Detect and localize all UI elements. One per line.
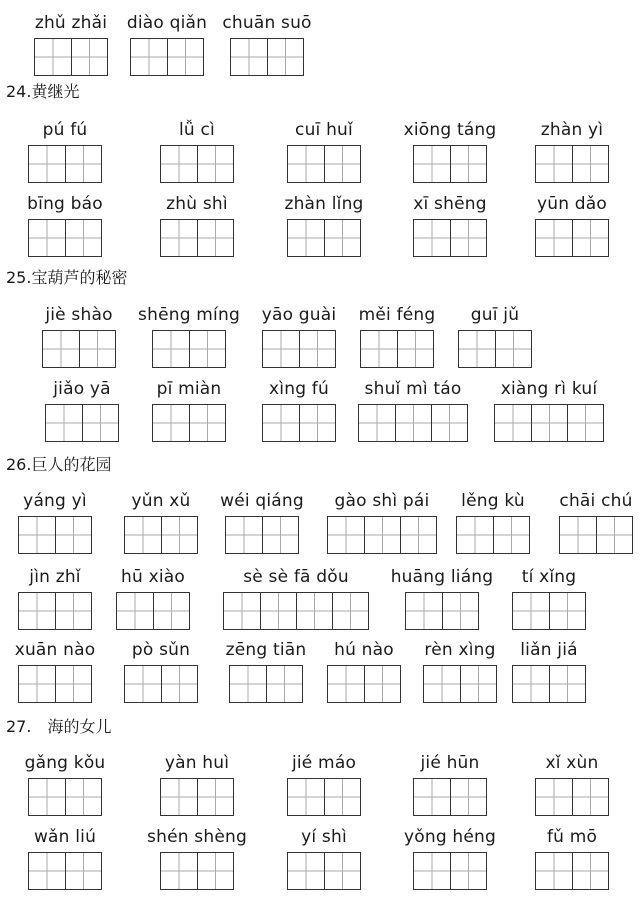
word-item	[287, 120, 361, 183]
writing-cell[interactable]	[299, 331, 335, 367]
pinyin-label: gào shì pái	[334, 491, 430, 511]
word-item	[14, 640, 96, 703]
writing-cell[interactable]	[364, 517, 400, 553]
word-item	[535, 194, 609, 257]
writing-cell[interactable]	[395, 405, 431, 441]
writing-cell[interactable]	[19, 666, 55, 702]
pinyin-label: měi féng	[358, 305, 436, 325]
writing-cell[interactable]	[71, 39, 107, 75]
pinyin-label: wéi qiáng	[220, 491, 304, 511]
word-item	[287, 827, 361, 890]
writing-cell[interactable]	[332, 593, 368, 629]
tianzige-boxes	[327, 665, 401, 703]
pinyin-label: chāi chú	[559, 491, 633, 511]
pinyin-label: yūn dǎo	[536, 194, 608, 214]
writing-cell[interactable]	[55, 593, 91, 629]
pinyin-label: gǎng kǒu	[24, 753, 106, 773]
writing-cell[interactable]	[560, 517, 596, 553]
pinyin-label: cuī huǐ	[295, 120, 353, 140]
word-item	[222, 13, 312, 76]
word-item	[494, 379, 604, 442]
writing-cell[interactable]	[513, 666, 549, 702]
tianzige-boxes	[152, 330, 226, 368]
writing-cell[interactable]	[226, 517, 262, 553]
tianzige-boxes	[152, 404, 226, 442]
pinyin-label: rèn xìng	[424, 640, 496, 660]
writing-cell[interactable]	[536, 779, 572, 815]
pinyin-label: fǔ mō	[546, 827, 598, 847]
pinyin-label: pú fú	[42, 120, 88, 140]
writing-cell[interactable]	[414, 220, 450, 256]
writing-cell[interactable]	[536, 853, 572, 889]
tianzige-boxes	[287, 145, 361, 183]
pinyin-label: jiè shào	[45, 305, 113, 325]
writing-cell[interactable]	[450, 853, 486, 889]
tianzige-boxes	[535, 145, 609, 183]
writing-cell[interactable]	[324, 853, 360, 889]
writing-cell[interactable]	[161, 146, 197, 182]
writing-cell[interactable]	[35, 39, 71, 75]
word-item	[358, 379, 468, 442]
pinyin-label: guī jǔ	[470, 305, 520, 325]
writing-cell[interactable]	[267, 39, 303, 75]
pinyin-label: tí xǐng	[521, 567, 577, 587]
word-item	[223, 567, 369, 630]
writing-cell[interactable]	[450, 779, 486, 815]
writing-cell[interactable]	[288, 779, 324, 815]
tianzige-boxes	[160, 145, 234, 183]
writing-cell[interactable]	[161, 220, 197, 256]
word-item	[18, 491, 92, 554]
word-item	[160, 753, 234, 816]
tianzige-boxes	[512, 665, 586, 703]
writing-cell[interactable]	[167, 39, 203, 75]
pinyin-label: zhàn lǐng	[284, 194, 364, 214]
pinyin-label: yǔn xǔ	[131, 491, 191, 511]
writing-cell[interactable]	[125, 666, 161, 702]
writing-cell[interactable]	[457, 517, 493, 553]
pinyin-label: jiǎo yā	[53, 379, 111, 399]
tianzige-boxes	[160, 778, 234, 816]
word-item	[28, 120, 102, 183]
pinyin-label: jié hūn	[420, 753, 480, 773]
writing-cell[interactable]	[29, 779, 65, 815]
word-item	[220, 491, 304, 554]
pinyin-label: jié máo	[291, 753, 357, 773]
section-title: 27. 海的女儿	[6, 717, 112, 736]
tianzige-boxes	[18, 516, 92, 554]
pinyin-label: zhǔ zhǎi	[34, 13, 108, 33]
writing-cell[interactable]	[397, 331, 433, 367]
pinyin-label: shén shèng	[147, 827, 247, 847]
pinyin-label: sè sè fā dǒu	[243, 567, 349, 587]
word-item	[535, 827, 609, 890]
pinyin-label: yáng yì	[23, 491, 87, 511]
tianzige-boxes	[327, 516, 437, 554]
pinyin-label: xǐ xùn	[545, 753, 599, 773]
word-item	[456, 491, 530, 554]
writing-cell[interactable]	[153, 405, 189, 441]
word-item	[152, 379, 226, 442]
writing-cell[interactable]	[414, 779, 450, 815]
pinyin-label: chuān suō	[222, 13, 312, 33]
writing-cell[interactable]	[324, 779, 360, 815]
word-item	[124, 640, 198, 703]
pinyin-label: lǚ cì	[179, 120, 215, 140]
tianzige-boxes	[28, 219, 102, 257]
word-item	[116, 567, 190, 630]
writing-cell[interactable]	[549, 593, 585, 629]
writing-cell[interactable]	[230, 666, 266, 702]
word-item	[559, 491, 633, 554]
writing-cell[interactable]	[197, 146, 233, 182]
tianzige-boxes	[18, 665, 92, 703]
writing-cell[interactable]	[460, 666, 496, 702]
writing-cell[interactable]	[567, 405, 603, 441]
writing-cell[interactable]	[513, 593, 549, 629]
writing-cell[interactable]	[153, 331, 189, 367]
word-item	[261, 305, 337, 368]
word-item	[403, 827, 497, 890]
word-item	[18, 567, 92, 630]
writing-cell[interactable]	[65, 779, 101, 815]
pinyin-label: hú nào	[334, 640, 394, 660]
pinyin-label: zhàn yì	[540, 120, 604, 140]
tianzige-boxes	[413, 778, 487, 816]
writing-cell[interactable]	[29, 220, 65, 256]
pinyin-label: zēng tiān	[225, 640, 307, 660]
writing-cell[interactable]	[224, 593, 260, 629]
word-item	[262, 379, 336, 442]
tianzige-boxes	[287, 852, 361, 890]
writing-cell[interactable]	[299, 405, 335, 441]
writing-cell[interactable]	[288, 220, 324, 256]
writing-cell[interactable]	[231, 39, 267, 75]
tianzige-boxes	[28, 145, 102, 183]
tianzige-boxes	[287, 219, 361, 257]
writing-cell[interactable]	[161, 853, 197, 889]
writing-cell[interactable]	[493, 517, 529, 553]
tianzige-boxes	[559, 516, 633, 554]
pinyin-label: pī miàn	[156, 379, 222, 399]
tianzige-boxes	[494, 404, 604, 442]
writing-cell[interactable]	[161, 517, 197, 553]
word-item	[147, 827, 247, 890]
tianzige-boxes	[225, 516, 299, 554]
writing-cell[interactable]	[161, 779, 197, 815]
tianzige-boxes	[535, 778, 609, 816]
pinyin-label: diào qiǎn	[126, 13, 208, 33]
word-item	[413, 753, 487, 816]
pinyin-label: pò sǔn	[131, 640, 191, 660]
pinyin-label: yàn huì	[164, 753, 230, 773]
writing-cell[interactable]	[328, 517, 364, 553]
pinyin-label: zhù shì	[166, 194, 228, 214]
word-item	[423, 640, 497, 703]
word-item	[28, 827, 102, 890]
word-item	[390, 567, 494, 630]
writing-cell[interactable]	[79, 331, 115, 367]
writing-cell[interactable]	[400, 517, 436, 553]
writing-cell[interactable]	[65, 220, 101, 256]
pinyin-label: huāng liáng	[390, 567, 494, 587]
writing-cell[interactable]	[359, 405, 395, 441]
word-item	[126, 13, 208, 76]
word-item	[284, 194, 364, 257]
tianzige-boxes	[262, 330, 336, 368]
writing-cell[interactable]	[82, 405, 118, 441]
writing-cell[interactable]	[263, 405, 299, 441]
tianzige-boxes	[405, 592, 479, 630]
pinyin-label: yǒng héng	[403, 827, 497, 847]
tianzige-boxes	[229, 665, 303, 703]
writing-cell[interactable]	[328, 666, 364, 702]
word-item	[45, 379, 119, 442]
writing-cell[interactable]	[495, 331, 531, 367]
writing-cell[interactable]	[131, 39, 167, 75]
writing-cell[interactable]	[288, 853, 324, 889]
word-item	[160, 194, 234, 257]
tianzige-boxes	[423, 665, 497, 703]
word-item	[287, 753, 361, 816]
writing-cell[interactable]	[450, 220, 486, 256]
tianzige-boxes	[230, 38, 304, 76]
pinyin-label: yí shì	[301, 827, 347, 847]
writing-cell[interactable]	[495, 405, 531, 441]
tianzige-boxes	[42, 330, 116, 368]
pinyin-label: shuǐ mì táo	[364, 379, 462, 399]
writing-cell[interactable]	[189, 405, 225, 441]
writing-cell[interactable]	[324, 146, 360, 182]
pinyin-label: wǎn liú	[33, 827, 97, 847]
writing-cell[interactable]	[572, 779, 608, 815]
writing-cell[interactable]	[29, 853, 65, 889]
writing-cell[interactable]	[29, 146, 65, 182]
writing-cell[interactable]	[596, 517, 632, 553]
writing-cell[interactable]	[153, 593, 189, 629]
writing-cell[interactable]	[19, 593, 55, 629]
tianzige-boxes	[413, 145, 487, 183]
tianzige-boxes	[130, 38, 204, 76]
tianzige-boxes	[45, 404, 119, 442]
pinyin-label: lěng kù	[461, 491, 525, 511]
writing-cell[interactable]	[531, 405, 567, 441]
section-title: 24.黄继光	[6, 82, 80, 101]
writing-cell[interactable]	[117, 593, 153, 629]
pinyin-label: liǎn jiá	[520, 640, 578, 660]
word-item	[225, 640, 307, 703]
tianzige-boxes	[34, 38, 108, 76]
word-item	[138, 305, 240, 368]
writing-cell[interactable]	[161, 666, 197, 702]
tianzige-boxes	[28, 778, 102, 816]
tianzige-boxes	[360, 330, 434, 368]
writing-cell[interactable]	[296, 593, 332, 629]
tianzige-boxes	[262, 404, 336, 442]
tianzige-boxes	[456, 516, 530, 554]
tianzige-boxes	[535, 219, 609, 257]
pinyin-label: bīng báo	[27, 194, 103, 214]
tianzige-boxes	[287, 778, 361, 816]
writing-cell[interactable]	[324, 220, 360, 256]
pinyin-label: jìn zhǐ	[29, 567, 81, 587]
writing-cell[interactable]	[260, 593, 296, 629]
word-item	[358, 305, 436, 368]
tianzige-boxes	[413, 219, 487, 257]
word-item	[27, 194, 103, 257]
tianzige-boxes	[458, 330, 532, 368]
writing-cell[interactable]	[549, 666, 585, 702]
writing-cell[interactable]	[46, 405, 82, 441]
section-title: 26.巨人的花园	[6, 455, 112, 474]
writing-cell[interactable]	[189, 331, 225, 367]
tianzige-boxes	[358, 404, 468, 442]
word-item	[403, 120, 497, 183]
writing-cell[interactable]	[364, 666, 400, 702]
writing-cell[interactable]	[125, 517, 161, 553]
pinyin-label: xìng fú	[269, 379, 329, 399]
writing-cell[interactable]	[442, 593, 478, 629]
writing-cell[interactable]	[361, 331, 397, 367]
writing-cell[interactable]	[414, 853, 450, 889]
tianzige-boxes	[413, 852, 487, 890]
writing-cell[interactable]	[65, 146, 101, 182]
word-item	[535, 120, 609, 183]
writing-cell[interactable]	[536, 146, 572, 182]
tianzige-boxes	[512, 592, 586, 630]
pinyin-label: yāo guài	[261, 305, 337, 325]
writing-cell[interactable]	[263, 331, 299, 367]
writing-cell[interactable]	[536, 220, 572, 256]
writing-cell[interactable]	[43, 331, 79, 367]
word-item	[34, 13, 108, 76]
pinyin-label: hū xiào	[121, 567, 185, 587]
writing-cell[interactable]	[197, 220, 233, 256]
tianzige-boxes	[160, 219, 234, 257]
writing-cell[interactable]	[414, 146, 450, 182]
word-item	[42, 305, 116, 368]
writing-cell[interactable]	[55, 517, 91, 553]
word-item	[413, 194, 487, 257]
word-item	[124, 491, 198, 554]
pinyin-label: shēng míng	[138, 305, 240, 325]
writing-cell[interactable]	[55, 666, 91, 702]
tianzige-boxes	[18, 592, 92, 630]
section-title: 25.宝葫芦的秘密	[6, 268, 128, 287]
word-item	[458, 305, 532, 368]
word-item	[24, 753, 106, 816]
word-item	[535, 753, 609, 816]
tianzige-boxes	[28, 852, 102, 890]
pinyin-label: xiàng rì kuí	[500, 379, 598, 399]
writing-cell[interactable]	[197, 853, 233, 889]
pinyin-label: xuān nào	[14, 640, 96, 660]
pinyin-label: xiōng táng	[403, 120, 497, 140]
writing-cell[interactable]	[572, 146, 608, 182]
word-item	[160, 120, 234, 183]
word-item	[512, 567, 586, 630]
writing-cell[interactable]	[266, 666, 302, 702]
writing-cell[interactable]	[65, 853, 101, 889]
tianzige-boxes	[223, 592, 369, 630]
writing-cell[interactable]	[262, 517, 298, 553]
writing-cell[interactable]	[288, 146, 324, 182]
word-item	[327, 640, 401, 703]
tianzige-boxes	[160, 852, 234, 890]
writing-cell[interactable]	[406, 593, 442, 629]
writing-cell[interactable]	[424, 666, 460, 702]
tianzige-boxes	[535, 852, 609, 890]
writing-cell[interactable]	[572, 220, 608, 256]
tianzige-boxes	[124, 665, 198, 703]
tianzige-boxes	[116, 592, 190, 630]
writing-cell[interactable]	[572, 853, 608, 889]
tianzige-boxes	[124, 516, 198, 554]
writing-cell[interactable]	[19, 517, 55, 553]
writing-cell[interactable]	[459, 331, 495, 367]
writing-cell[interactable]	[197, 779, 233, 815]
pinyin-label: xī shēng	[413, 194, 487, 214]
word-item	[327, 491, 437, 554]
writing-cell[interactable]	[450, 146, 486, 182]
word-item	[512, 640, 586, 703]
writing-cell[interactable]	[431, 405, 467, 441]
